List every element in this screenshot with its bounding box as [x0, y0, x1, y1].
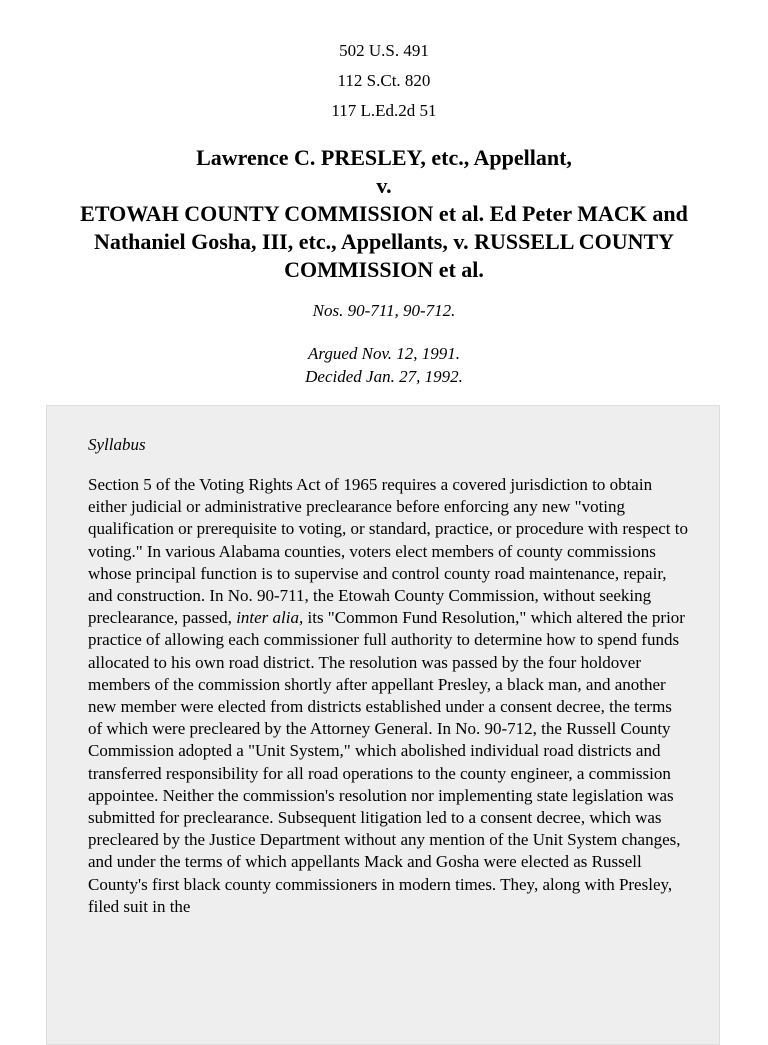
- case-title: [40, 144, 728, 284]
- citation-us: 502 U.S. 491: [339, 41, 429, 60]
- syllabus-text: [88, 474, 688, 918]
- case-citations: [0, 36, 768, 126]
- syllabus-text-part-2: its "Common Fund Resolution," which altered the prior practice of allowing each commissioner full authority to determine how to spend funds allocated to his own road district. The resolution was passed by the four holdover members of the commission shortly after appellant Presley, a black man, and another new member were elected from districts established under a consent decree, the terms of which were precleared by the Attorney General. In No. 90-712, the Russell County Commission adopted a "Unit System," which abolished individual road districts and transferred responsibility for all road operations to the county engineer, a commission appointee. Neither the commission's resolution nor implementing state legislation was submitted for preclearance. Subsequent litigation led to a consent decree, which was precleared by the Justice Department without any mention of the Unit System changes, and under the terms of which appellants Mack and Gosha were elected as Russell County's first black county commissioners in modern times. They, along with Presley, filed suit in the: [88, 608, 685, 916]
- docket-numbers: Nos. 90-711, 90-712.: [312, 301, 456, 320]
- case-title-versus: v.: [376, 173, 392, 198]
- case-dates: [0, 342, 768, 388]
- case-title-parties: ETOWAH COUNTY COMMISSION et al. Ed Peter MACK and Nathaniel Gosha, III, etc., Appellants, v. RUSSELL COUNTY COMMISSION et al.: [80, 201, 688, 282]
- syllabus-text-italic: inter alia,: [236, 608, 304, 628]
- argued-date: Argued Nov. 12, 1991.: [307, 344, 461, 363]
- decided-date: Decided Jan. 27, 1992.: [305, 367, 463, 386]
- citation-led: 117 L.Ed.2d 51: [331, 101, 437, 120]
- syllabus-text-part-1: Section 5 of the Voting Rights Act of 1965 requires a covered jurisdiction to obtain either judicial or administrative preclearance before enforcing any new "voting qualification or prerequisite to voting, or standard, practice, or procedure with respect to voting." In various Alabama counties, voters elect members of county commissions whose principal function is to supervise and control county road maintenance, repair, and construction. In No. 90-711, the Etowah County Commission, without seeking preclearance, passed,: [88, 475, 688, 628]
- case-title-appellant: Lawrence C. PRESLEY, etc., Appellant,: [196, 145, 572, 170]
- citation-sct: 112 S.Ct. 820: [337, 71, 431, 90]
- syllabus-heading: Syllabus: [88, 435, 146, 454]
